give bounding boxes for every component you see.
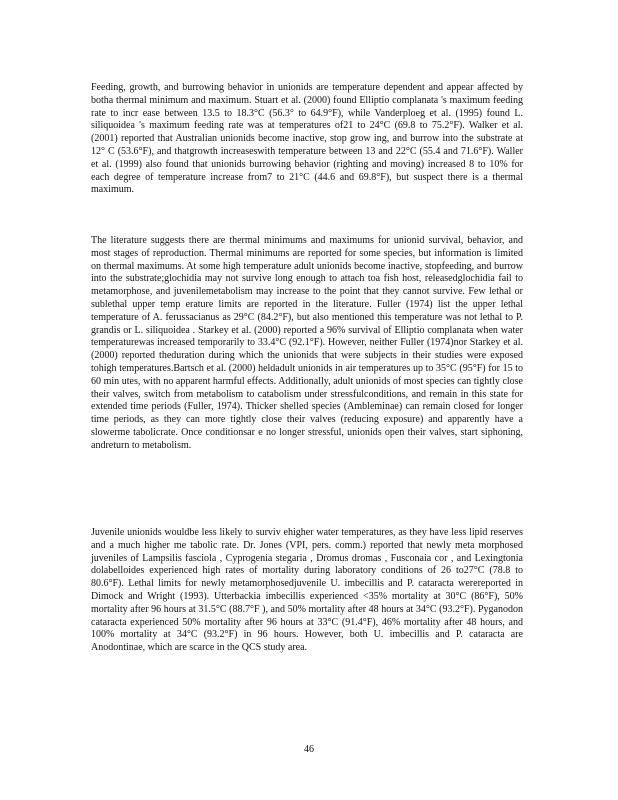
paragraph-thermal-feeding: Feeding, growth, and burrowing behavior in unionids are temperature dependent and appear affected by botha thermal minimum and maximum. Stuart et al. (2000) found Elliptio complanata 's maximum feeding rate to incr ease between 13.5 to 18.3°C (56.3° to 64.9°F), while Vanderploeg et al. (1995) found L. siliquoidea 's maximum feeding rate was at temperatures of21 to 24°C (69.8 to 75.2°F). Walker et al. (2001) reported that Australian unionids become inactive, stop grow ing, and burrow into the substrate at 12° C (53.6°F), and thatgrowth increaseswith temperature between 13 and 22°C (55.4 and 71.6°F). Waller et al. (1999) also found that unionids burrowing behavior (righting and moving) increased 8 to 10% for each degree of temperature increase from7 to 21°C (44.6 and 69.8°F), but suspect there is a thermal maximum. — [91, 82, 523, 196]
page-number: 46 — [304, 744, 314, 755]
paragraph-thermal-limits: The literature suggests there are thermal minimums and maximums for unionid survival, behavior, and most stages of reproduction. Thermal minimums are reported for some species, but information is limited on thermal maximums. At some high temperature adult unionids become inactive, stopfeeding, and burrow into the substrate;glochidia may not survive long enough to attach toa fish host, releasedglochidia fail to metamorphose, and juvenilemetabolism may increase to the point that they cannot survive. Few lethal or sublethal upper temp erature limits are reported in the literature. Fuller (1974) list the upper lethal temperature of A. ferussacianus as 29°C (84.2°F), but also mentioned this temperature was not lethal to P. grandis or L. siliquoidea . Starkey et al. (2000) reported a 96% survival of Elliptio complanata when water temperaturewas increased temporarily to 33.4°C (92.1°F). However, neither Fuller (1974)nor Starkey et al. (2000) reported theduration during which the unionids that were subjects in their studies were exposed tohigh temperatures.Bartsch et al. (2000) heldadult unionids in air temperatures up to 35°C (95°F) for 15 to 60 min utes, with no apparent harmful effects. Additionally, adult unionids of most species can tightly close their valves, switch from metabolism to catabolism under stressfulconditions, and remain in this state for extended time periods (Fuller, 1974). Thicker shelled species (Ambleminae) can remain closed for longer time periods, as they can more tightly close their valves (reducing exposure) and apparently have a slowerme tabolicrate. Once conditionsar e no longer stressful, unionids open their valves, start siphoning, andreturn to metabolism. — [91, 235, 523, 451]
paragraph-juvenile-mortality: Juvenile unionids wouldbe less likely to surviv ehigher water temperatures, as they have less lipid reserves and a much higher me tabolic rate. Dr. Jones (VPI, pers. comm.) reported that newly meta morphosed juveniles of Lampsilis fasciola , Cyprogenia stegaria , Dromus dromas , Fusconaia cor , and Lexingtonia dolabelloides experienced high rates of mortality during laboratory conditions of 26 to27°C (78.8 to 80.6°F). Lethal limits for newly metamorphosedjuvenile U. imbecillis and P. cataracta werereported in Dimock and Wright (1993). Utterbackia imbecillis experienced <35% mortality at 30°C (86°F), 50% mortality after 96 hours at 31.5°C (88.7°F ), and 50% mortality after 48 hours at 34°C (93.2°F). Pyganodon cataracta experienced 50% mortality after 96 hours at 33°C (91.4°F), 46% mortality after 48 hours, and 100% mortality at 34°C (93.2°F) in 96 hours. However, both U. imbecillis and P. cataracta are Anodontinae, which are scarce in the QCS study area. — [91, 527, 523, 654]
